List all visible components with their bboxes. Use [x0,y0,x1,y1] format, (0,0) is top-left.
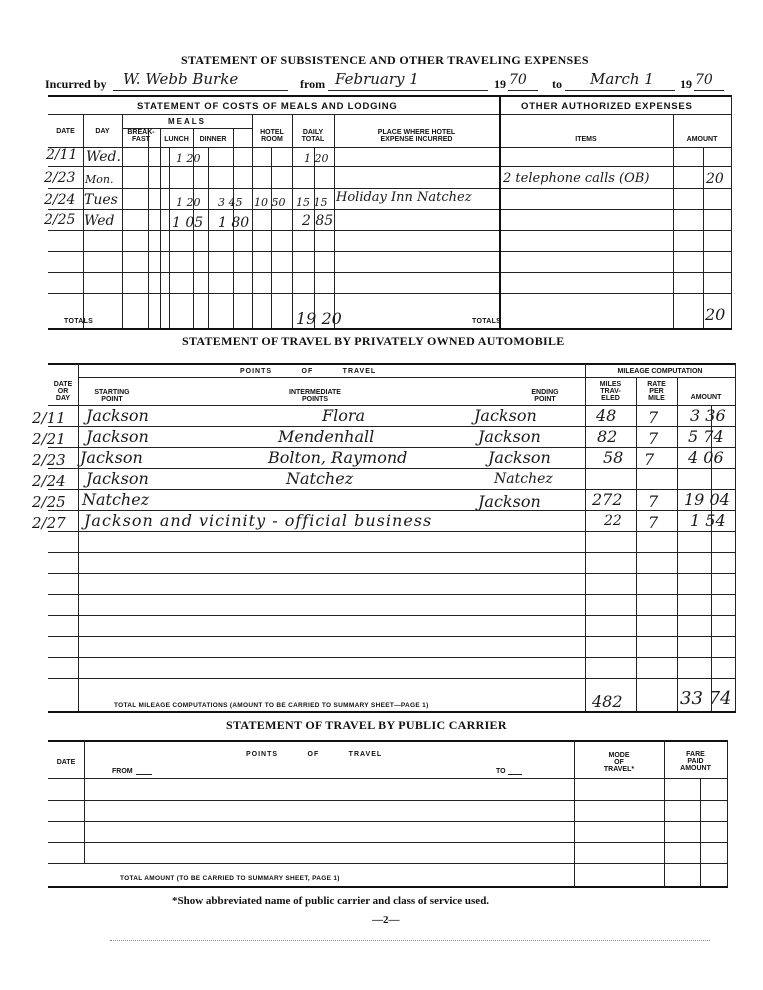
auto-total-amount: 33 74 [680,688,732,709]
col-hotel-room: HOTEL ROOM [260,129,284,143]
meal-day: Mon. [85,173,114,186]
public-points-label: POINTS OF TRAVEL [246,751,383,758]
auto-date: 2/25 [32,493,66,511]
meal-date: 2/23 [44,170,76,186]
auto-col-rate: RATE PER MILE [647,381,666,402]
meals-section-title: STATEMENT OF COSTS OF MEALS AND LODGING [137,101,398,112]
meal-total: 15 15 [296,196,328,209]
auto-col-start: STARTING POINT [94,389,130,403]
auto-start: Jackson [80,448,143,467]
to-date: March 1 [590,70,654,88]
meal-date: 2/25 [44,212,76,228]
meal-day: Wed. [86,149,121,165]
auto-total-label: TOTAL MILEAGE COMPUTATIONS (AMOUNT TO BE CARRIED TO SUMMARY SHEET—PAGE 1) [114,702,429,709]
meal-place: Holiday Inn Natchez [336,190,472,205]
other-total: 20 [705,305,726,324]
auto-amount: 4 06 [688,448,724,467]
from-label: from [300,77,326,91]
meal-date: 2/11 [46,147,78,163]
meals-totals-label: TOTALS [64,318,94,325]
auto-col-intermediate: INTERMEDIATE POINTS [289,389,341,403]
to-label: to [552,77,562,91]
auto-miles: 58 [603,448,624,467]
meal-day: Tues [84,192,118,208]
auto-amount: 19 04 [684,490,730,509]
to-year: 70 [695,72,713,88]
col-place: PLACE WHERE HOTEL EXPENSE INCURRED [377,129,456,143]
col-day: DAY [95,128,110,135]
auto-amount: 5 74 [688,427,724,446]
meals-total: 19 20 [296,309,342,328]
auto-total-miles: 482 [592,692,623,711]
auto-points-label: POINTS OF TRAVEL [240,368,377,375]
auto-date: 2/23 [32,451,66,469]
from-year-prefix: 19 [494,77,506,91]
col-items: ITEMS [575,136,597,143]
auto-amount: 1 54 [690,511,726,530]
col-amount: AMOUNT [686,136,718,143]
mileage-computation-label: MILEAGE COMPUTATION [617,368,703,375]
page-number: —2— [372,914,400,926]
col-date: DATE [56,128,75,135]
bottom-dotted-edge [110,940,710,941]
auto-date: 2/24 [32,472,66,490]
meal-date: 2/24 [44,192,76,208]
public-col-mode: MODE OF TRAVEL* [603,752,635,773]
from-date: February 1 [335,70,419,88]
meal-day: Wed [84,213,115,229]
auto-date: 2/11 [32,409,66,427]
auto-date: 2/21 [32,430,66,448]
auto-miles: 82 [597,427,618,446]
col-daily-total: DAILY TOTAL [301,129,325,143]
other-totals-label: TOTALS [472,318,502,325]
auto-col-date: DATE OR DAY [53,381,73,402]
auto-start: Jackson and vicinity - official business [84,511,433,530]
from-year: 70 [509,72,527,88]
form-title: STATEMENT OF SUBSISTENCE AND OTHER TRAVELING EXPENSES [181,53,589,67]
public-col-date: DATE [56,759,76,766]
auto-amount: 3 36 [690,406,726,425]
auto-end: Jackson [488,448,551,467]
meal-dinner: 1 80 [218,215,250,231]
auto-rate: 7 [644,450,655,469]
col-breakfast: BREAK- FAST [127,129,155,143]
col-dinner: DINNER [199,136,227,143]
auto-start: Jackson [86,427,149,446]
incurred-by-value: W. Webb Burke [123,70,239,88]
public-to-label: TO [496,768,506,775]
auto-col-miles: MILES TRAV- ELED [599,381,622,402]
auto-end: Natchez [494,471,553,487]
auto-intermediate: Bolton, Raymond [268,448,408,467]
auto-col-amount: AMOUNT [690,394,722,401]
auto-end: Jackson [478,492,541,511]
auto-rate: 7 [648,492,659,511]
to-year-prefix: 19 [680,77,692,91]
auto-start: Jackson [86,406,149,425]
auto-rate: 7 [648,408,659,427]
auto-date: 2/27 [32,514,66,532]
meal-total: 1 20 [304,152,329,165]
auto-intermediate: Flora [322,406,366,425]
auto-rate: 7 [648,429,659,448]
auto-miles: 22 [604,513,622,529]
footnote: *Show abbreviated name of public carrier and class of service used. [172,895,490,907]
public-from-label: FROM [112,768,133,775]
meal-total: 2 85 [302,213,334,229]
auto-end: Jackson [478,427,541,446]
meal-lunch: 1 20 [176,196,201,209]
auto-rate: 7 [648,513,659,532]
public-total-label: TOTAL AMOUNT (TO BE CARRIED TO SUMMARY SHEET, PAGE 1) [120,875,340,882]
auto-section-title: STATEMENT OF TRAVEL BY PRIVATELY OWNED AUTOMOBILE [182,334,565,348]
col-lunch: LUNCH [164,136,189,143]
other-amount: 20 [706,171,724,187]
auto-miles: 48 [596,406,617,425]
meal-hotel: 10 50 [254,196,286,209]
other-item: 2 telephone calls (OB) [503,171,650,186]
public-section-title: STATEMENT OF TRAVEL BY PUBLIC CARRIER [226,718,507,732]
meal-dinner: 3 45 [218,196,243,209]
auto-miles: 272 [592,490,623,509]
col-meals: MEALS [168,117,206,126]
auto-intermediate: Natchez [286,469,354,488]
auto-intermediate: Mendenhall [278,427,375,446]
meal-lunch: 1 05 [172,215,204,231]
auto-start: Jackson [86,469,149,488]
public-col-fare: FARE PAID AMOUNT [680,751,711,772]
auto-col-end: ENDING POINT [531,389,559,403]
meal-lunch: 1 20 [176,152,201,165]
incurred-by-label: Incurred by [45,77,107,91]
auto-start: Natchez [82,490,150,509]
other-expenses-title: OTHER AUTHORIZED EXPENSES [521,101,693,112]
auto-end: Jackson [474,406,537,425]
